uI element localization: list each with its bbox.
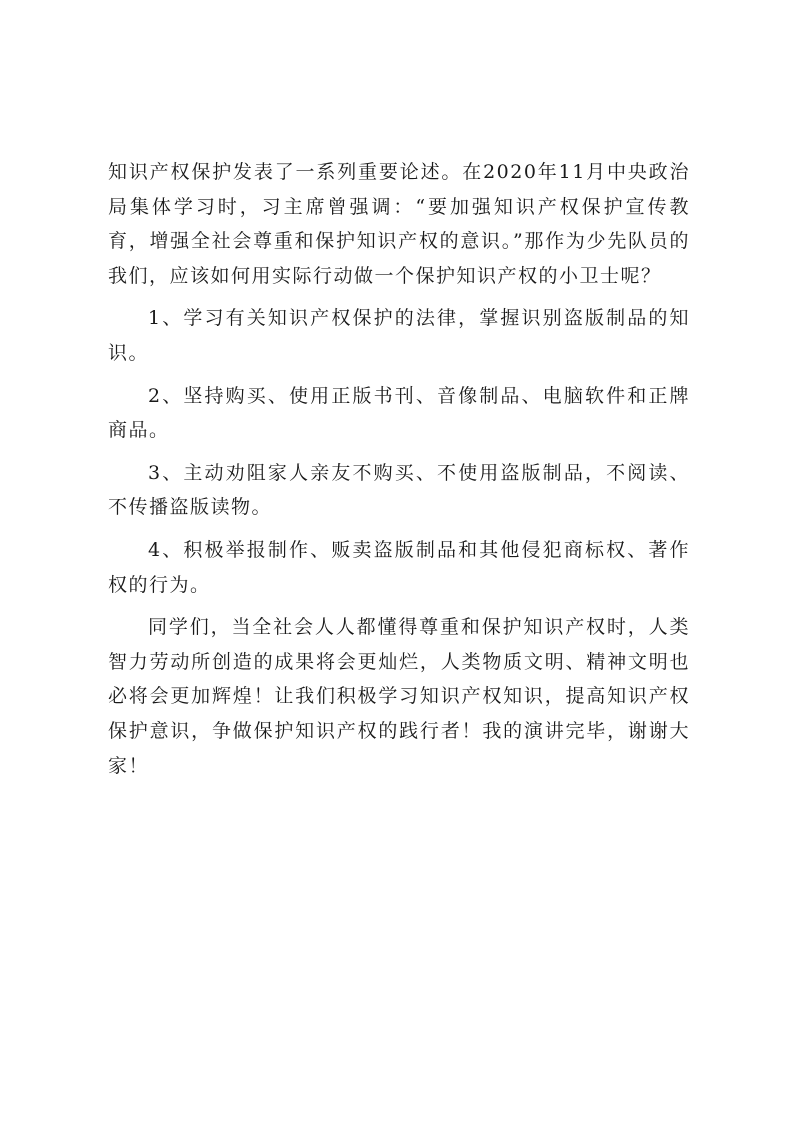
paragraph-closing: 同学们，当全社会人人都懂得尊重和保护知识产权时，人类智力劳动所创造的成果将会更灿烂，人类物质文明、精神文明也必将会更加辉煌！让我们积极学习知识产权知识，提高知识产权保护意识，争做保护知识产权的践行者！我的演讲完毕，谢谢大家！ [108,616,690,777]
paragraph-item-4: 4、积极举报制作、贩卖盗版制品和其他侵犯商标权、著作权的行为。 [108,538,690,596]
paragraph-item-1: 1、学习有关知识产权保护的法律，掌握识别盗版制品的知识。 [108,307,690,364]
document-body [108,155,690,791]
paragraph-item-2: 2、坚持购买、使用正版书刊、音像制品、电脑软件和正牌商品。 [108,384,690,442]
paragraph-item-3: 3、主动劝阻家人亲友不购买、不使用盗版制品，不阅读、不传播盗版读物。 [108,461,690,519]
paragraph-intro: 知识产权保护发表了一系列重要论述。在2020年11月中央政治局集体学习时，习主席曾强调：“要加强知识产权保护宣传教育，增强全社会尊重和保护知识产权的意识。”那作为少先队员的我们，应该如何用实际行动做一个保护知识产权的小卫士呢？ [108,161,690,287]
